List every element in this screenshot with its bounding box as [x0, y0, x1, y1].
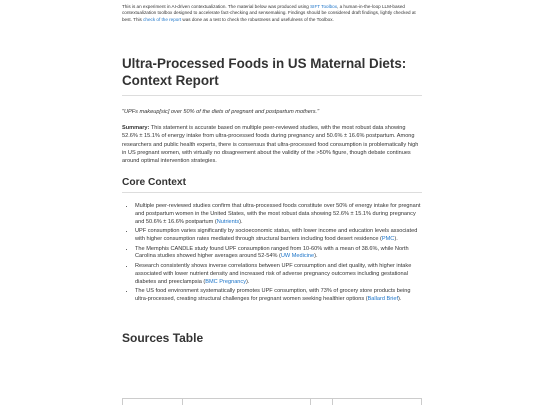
list-item [135, 288, 422, 303]
list-item-end: ). [239, 218, 243, 225]
list-item-end: ). [394, 236, 398, 243]
banner-text-1: This is an experiment in AI-driven contextualization. The material below was produced using [122, 4, 311, 9]
list-item-text: UPF consumption varies significantly by socioeconomic status, with lower income and education levels associated with higher consumption rates mediated through structural barriers including food desert residence ( [135, 228, 418, 243]
core-context-divider [122, 192, 422, 193]
list-item [135, 263, 422, 286]
summary-text: This statement is accurate based on multiple peer-reviewed studies, with the most robust data showing 52.6% ± 15.1% of energy intake from ultra-processed foods during pregnancy and 50.6% ± 16.6% postpartum. Among researchers and public health experts, there is consensus that ultra-processed food consumption is problematically high in US pregnant women, with virtually no disagreement about the validity of the >50% figure, though debate continues around optimal intervention strategies. [122, 125, 419, 165]
check-report-link[interactable]: check of the report [143, 16, 182, 22]
list-item-end: ). [246, 278, 250, 285]
list-item-text: Multiple peer-reviewed studies confirm that ultra-processed foods constitute over 50% of energy intake for pregnant and postpartum women in the United States, with the most robust data showing 52.6% ± 15.1% during pregnancy and 50.6% ± 16.6% postpartum ( [135, 203, 421, 225]
table-border-left [122, 399, 123, 405]
sources-table [122, 398, 422, 405]
pmc-link[interactable]: PMC [381, 236, 395, 243]
experiment-banner [122, 4, 422, 23]
title-divider [122, 95, 422, 96]
core-context-heading: Core Context [122, 177, 186, 189]
nutrients-link[interactable]: Nutrients [216, 218, 240, 225]
table-column-divider [182, 399, 183, 405]
ballard-brief-link[interactable]: Ballard Brief [367, 295, 399, 302]
list-item-text: The US food environment systematically promotes UPF consumption, with 73% of grocery store products being ultra-processed, creating structural challenges for pregnant women seeking healthier options ( [135, 288, 411, 302]
list-item-text: The Memphis CANDLE study found UPF consumption ranged from 10-60% with a mean of 38.6%, while North Carolina studies showed higher averages around 52-54% ( [135, 245, 409, 260]
list-item [135, 203, 422, 226]
core-context-list [122, 203, 422, 303]
page-title: Ultra-Processed Foods in US Maternal Diets: Context Report [122, 56, 407, 88]
table-border-right [421, 399, 422, 405]
table-column-divider [310, 399, 311, 405]
banner-text-3: was done as a test to check the robustness and usefulness of the Toolbox. [181, 16, 334, 22]
list-item-text: Research consistently shows inverse correlations between UPF consumption and diet quality, with higher intake associated with lower nutrient density and increased risk of adverse pregnancy outcomes including gestational diabetes and preeclampsia ( [135, 263, 412, 285]
sift-toolbox-link[interactable]: SIFT Toolbox [310, 4, 338, 9]
table-column-divider [332, 399, 333, 405]
list-item [135, 246, 422, 261]
banner-text-2: , a human-in-the-loop LLM-based contextualization toolbox designed to accelerate fact-checking and sensemaking. Findings should be considered draft findings, lightly checked at best. This [122, 4, 416, 22]
uw-medicine-link[interactable]: UW Medicine [280, 253, 315, 260]
claim-quote: "UPFs makeup[sic] over 50% of the diets of pregnant and postpartum mothers." [122, 109, 320, 116]
list-item-end: ). [314, 253, 318, 260]
bmc-pregnancy-link[interactable]: BMC Pregnancy [205, 278, 247, 285]
summary-label: Summary: [122, 125, 150, 132]
list-item-end: ). [398, 295, 402, 302]
report-content [122, 0, 422, 345]
summary-paragraph [122, 124, 422, 165]
sources-table-heading: Sources Table [122, 330, 204, 345]
list-item [135, 228, 422, 243]
